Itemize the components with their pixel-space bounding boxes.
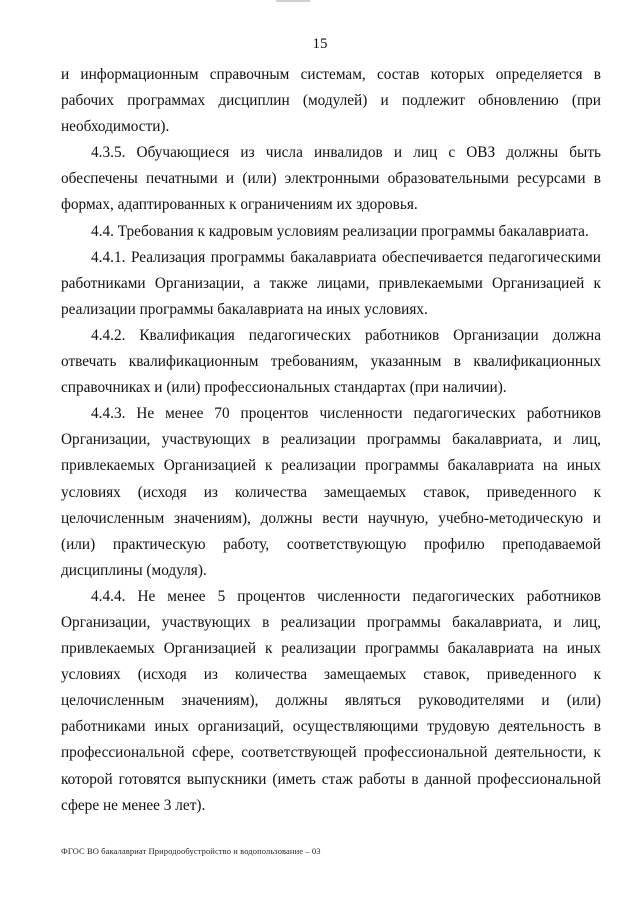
- document-footer: ФГОС ВО бакалавриат Природообустройство и водопользование – 03: [61, 846, 321, 856]
- paragraph-4-4-2: 4.4.2. Квалификация педагогических работников Организации должна отвечать квалификационным требованиям, указанным в квалификационных справочниках и (или) профессиональных стандартах (при наличии).: [61, 326, 601, 397]
- paragraph-continuation: и информационным справочным системам, состав которых определяется в рабочих программах дисциплин (модулей) и подлежит обновлению (при необходимости).: [61, 66, 601, 136]
- paragraph-4-4: 4.4. Требования к кадровым условиям реализации программы бакалавриата.: [91, 222, 589, 240]
- paragraph-4-4-3: 4.4.3. Не менее 70 процентов численности педагогических работников Организации, участвующих в реализации программы бакалавриата, и лиц, привлекаемых Организацией к реализации программы бакалавриата на иных условиях (исходя из количества замещаемых ставок, приведенного к целочисленным значениям), должны вести научную, учебно-методическую и (или) практическую работу, соответствующую профилю преподаваемой дисциплины (модуля).: [61, 405, 601, 579]
- paragraph-4-3-5: 4.3.5. Обучающиеся из числа инвалидов и лиц с ОВЗ должны быть обеспечены печатными и (или) электронными образовательными ресурсами в формах, адаптированных к ограничениям их здоровья.: [61, 144, 601, 214]
- scan-edge-mark: [276, 0, 310, 2]
- document-body: [61, 62, 601, 819]
- paragraph-4-4-4: 4.4.4. Не менее 5 процентов численности педагогических работников Организации, участвующих в реализации программы бакалавриата, и лиц, привлекаемых Организацией к реализации программы бакалавриата на иных условиях (исходя из количества замещаемых ставок, приведенного к целочисленным значениям), должны являться руководителями и (или) работниками иных организаций, осуществляющими трудовую деятельность в профессиональной сфере, соответствующей профессиональной деятельности, к которой готовятся выпускники (иметь стаж работы в данной профессиональной сфере не менее 3 лет).: [61, 587, 601, 814]
- page-number: 15: [312, 36, 328, 52]
- paragraph-4-4-1: 4.4.1. Реализация программы бакалавриата обеспечивается педагогическими работниками Организации, а также лицами, привлекаемыми Организацией к реализации программы бакалавриата на иных условиях.: [61, 248, 601, 318]
